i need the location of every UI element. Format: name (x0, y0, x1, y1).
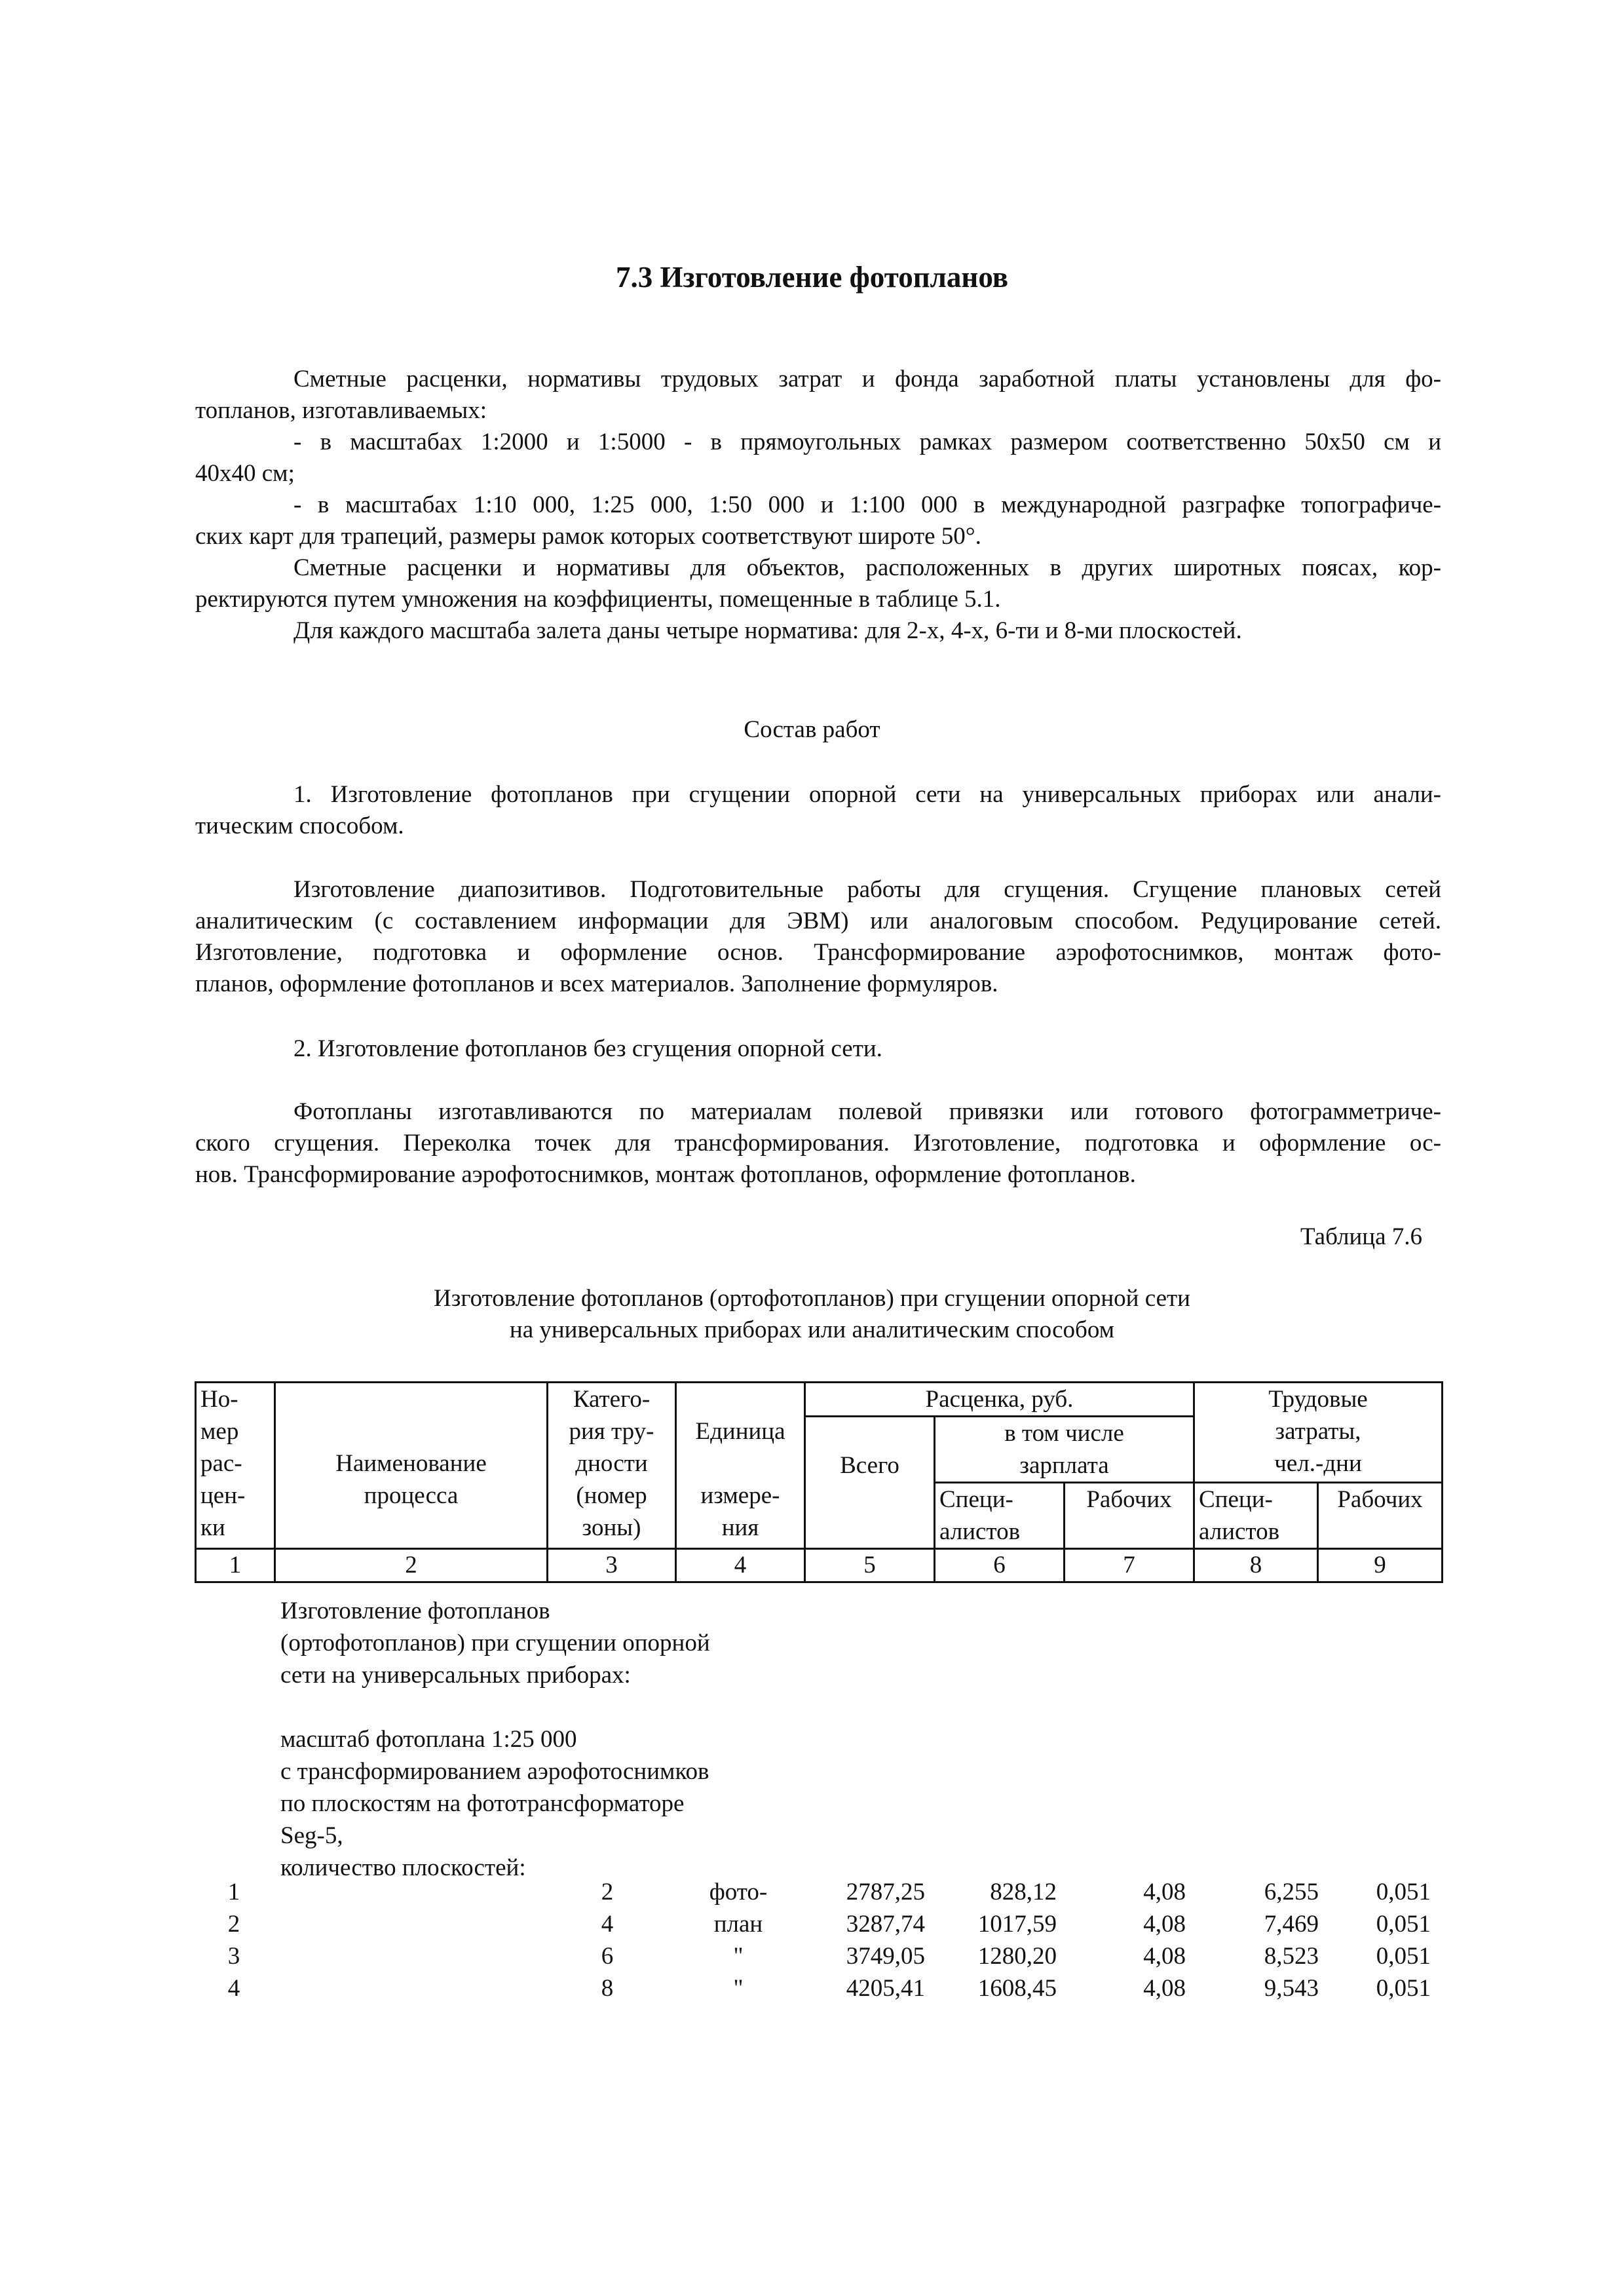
intro-line: - в масштабах 1:2000 и 1:5000 - в прямоугольных рамках размером соответственно 50х50 см и (293, 429, 1441, 455)
header-category: Катего- рия тру- дности (номер зоны) (548, 1383, 676, 1549)
process-description-line: масштаб фотоплана 1:25 000 (280, 1726, 577, 1753)
col-number-2: 2 (275, 1549, 548, 1582)
header-price-group: Расценка, руб. (805, 1383, 1194, 1417)
header-salary-specialists: Специ- алистов (935, 1483, 1065, 1549)
cell-work-pay: 4,08 (1143, 1879, 1186, 1905)
process-description-line (280, 1691, 710, 1723)
work-item-1-description-line: аналитическим (с составлением информации для ЭВМ) или аналоговым способом. Редуцирование сетей. (195, 908, 1441, 934)
header-labor-specialists: Специ- алистов (1194, 1483, 1318, 1549)
table-label: Таблица 7.6 (1300, 1223, 1422, 1250)
cell-work-labor: 0,051 (1376, 1943, 1431, 1970)
table-caption-line-1: Изготовление фотопланов (ортофотопланов) при сгущении опорной сети (434, 1285, 1190, 1312)
work-item-2 (195, 1033, 1441, 1065)
intro-line: Сметные расценки и нормативы для объектов, расположенных в других широтных поясах, кор- (293, 554, 1441, 581)
composition-heading: Состав работ (744, 716, 880, 743)
intro-line: Для каждого масштаба залета даны четыре норматива: для 2-х, 4-х, 6-ти и 8-ми плоскостей. (293, 617, 1242, 644)
cell-spec-pay: 828,12 (990, 1879, 1057, 1905)
work-item-1-description (195, 874, 1441, 1000)
col-number-6: 6 (935, 1549, 1065, 1582)
process-description-line: сети на универсальных приборах: (280, 1662, 631, 1689)
cell-spec-labor: 8,523 (1264, 1943, 1319, 1970)
process-description-line: по плоскостям на фототрансформаторе (280, 1790, 685, 1817)
work-item-1-description-line: Изготовление диапозитивов. Подготовительные работы для сгущения. Сгущение плановых сетей (293, 876, 1441, 903)
cell-num: 1 (227, 1879, 240, 1905)
work-item-2-description-line: ского сгущения. Переколка точек для трансформирования. Изготовление, подготовка и оформление ос- (195, 1130, 1441, 1157)
work-item-1-line: тическим способом. (195, 813, 404, 839)
cell-work-labor: 0,051 (1376, 1975, 1431, 2002)
work-item-2-description-line: нов. Трансформирование аэрофотоснимков, монтаж фотопланов, оформление фотопланов. (195, 1161, 1136, 1188)
cell-spec-pay: 1017,59 (977, 1911, 1057, 1938)
cell-total: 2787,25 (846, 1879, 925, 1905)
cell-unit: " (733, 1975, 744, 2002)
intro-line: - в масштабах 1:10 000, 1:25 000, 1:50 000 и 1:100 000 в международной разграфке топографиче- (293, 491, 1441, 518)
work-item-2-description-line: Фотопланы изготавливаются по материалам полевой привязки или готового фотограмметриче- (293, 1098, 1441, 1125)
work-item-2-description (195, 1096, 1441, 1191)
col-number-8: 8 (1194, 1549, 1318, 1582)
intro-line: топланов, изготавливаемых: (195, 397, 487, 424)
process-description-line: (ортофотопланов) при сгущении опорной (280, 1630, 710, 1656)
col-number-5: 5 (805, 1549, 935, 1582)
process-description-line: Seg-5, (280, 1822, 343, 1849)
cell-unit: фото- (709, 1879, 768, 1905)
cell-total: 3749,05 (846, 1943, 925, 1970)
header-process-name: Наименование процесса (275, 1383, 548, 1549)
cell-spec-labor: 9,543 (1264, 1975, 1319, 2002)
col-number-7: 7 (1065, 1549, 1194, 1582)
work-item-1-description-line: Изготовление, подготовка и оформление основ. Трансформирование аэрофотоснимков, монтаж фото- (195, 939, 1441, 966)
cell-work-pay: 4,08 (1143, 1943, 1186, 1970)
process-description (280, 1595, 710, 1884)
col-number-9: 9 (1318, 1549, 1443, 1582)
intro-line: Сметные расценки, нормативы трудовых затрат и фонда заработной платы установлены для фо- (293, 366, 1441, 392)
cell-spec-labor: 6,255 (1264, 1879, 1319, 1905)
header-labor-workers: Рабочих (1318, 1483, 1443, 1549)
header-salary-workers: Рабочих (1065, 1483, 1194, 1549)
header-including-salary: в том числе зарплата (935, 1417, 1194, 1483)
intro-line: ских карт для трапеций, размеры рамок которых соответствуют широте 50°. (195, 523, 981, 550)
work-item-1-description-line: планов, оформление фотопланов и всех материалов. Заполнение формуляров. (195, 970, 998, 997)
cell-total: 3287,74 (846, 1911, 925, 1938)
cell-category: 8 (601, 1975, 614, 2002)
cell-num: 2 (227, 1911, 240, 1938)
cell-unit: " (733, 1943, 744, 1970)
col-number-1: 1 (196, 1549, 275, 1582)
cell-spec-pay: 1608,45 (977, 1975, 1057, 2002)
cell-spec-labor: 7,469 (1264, 1911, 1319, 1938)
table-caption-line-2: на универсальных приборах или аналитическим способом (509, 1316, 1115, 1343)
header-unit: Единица измере- ния (676, 1383, 805, 1549)
cell-spec-pay: 1280,20 (977, 1943, 1057, 1970)
work-item-1 (195, 779, 1441, 842)
cell-total: 4205,41 (846, 1975, 925, 2002)
intro-line: 40х40 см; (195, 460, 295, 487)
section-title: 7.3 Изготовление фотопланов (615, 261, 1009, 294)
work-item-1-line: 1. Изготовление фотопланов при сгущении опорной сети на универсальных приборах или анали- (293, 781, 1441, 808)
cell-num: 3 (227, 1943, 240, 1970)
header-labor-group: Трудовые затраты, чел.-дни (1194, 1383, 1443, 1483)
cell-work-pay: 4,08 (1143, 1975, 1186, 2002)
process-description-line: количество плоскостей: (280, 1854, 526, 1881)
process-description-line: Изготовление фотопланов (280, 1598, 550, 1624)
intro-paragraphs (195, 364, 1441, 647)
cell-unit: план (713, 1911, 763, 1938)
col-number-3: 3 (548, 1549, 676, 1582)
cell-category: 2 (601, 1879, 614, 1905)
cell-category: 6 (601, 1943, 614, 1970)
header-total: Всего (805, 1417, 935, 1549)
work-item-2-text: 2. Изготовление фотопланов без сгущения опорной сети. (293, 1035, 882, 1062)
intro-line: ректируются путем умножения на коэффициенты, помещенные в таблице 5.1. (195, 586, 1001, 613)
cell-work-labor: 0,051 (1376, 1911, 1431, 1938)
cell-num: 4 (227, 1975, 240, 2002)
col-number-4: 4 (676, 1549, 805, 1582)
cell-work-pay: 4,08 (1143, 1911, 1186, 1938)
header-rate-number: Но- мер рас- цен- ки (196, 1383, 275, 1549)
cell-category: 4 (601, 1911, 614, 1938)
cell-work-labor: 0,051 (1376, 1879, 1431, 1905)
process-description-line: с трансформированием аэрофотоснимков (280, 1758, 709, 1785)
table-header (195, 1381, 1443, 1583)
